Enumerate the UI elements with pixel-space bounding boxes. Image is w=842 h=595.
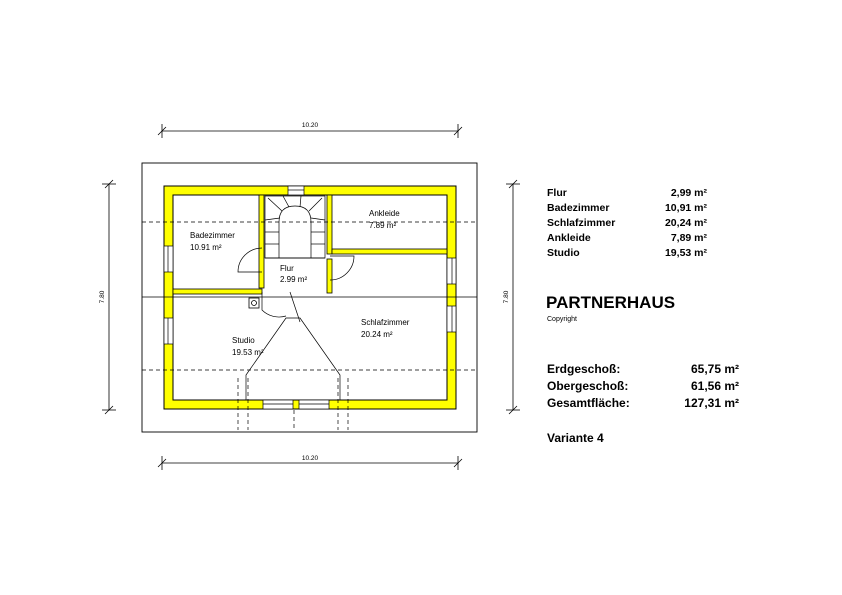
- area-value: 20,24 m²: [664, 217, 707, 229]
- room-area-badezimmer: 10.91 m²: [190, 243, 222, 252]
- room-name-studio: Studio: [232, 336, 255, 345]
- area-row-badezimmer: [547, 201, 707, 216]
- area-label: Badezimmer: [547, 202, 610, 214]
- variant-label: Variante 4: [547, 431, 604, 445]
- copyright-note: Copyright: [547, 316, 577, 323]
- room-area-flur: 2.99 m²: [280, 275, 308, 284]
- total-value: 127,31 m²: [684, 396, 739, 410]
- area-label: Flur: [547, 187, 567, 199]
- room-area-ankleide: 7.89 m²: [369, 221, 397, 230]
- room-area-table: [547, 186, 707, 261]
- chimney-icon: [249, 298, 259, 308]
- room-area-studio: 19.53 m²: [232, 348, 264, 357]
- right-dimension-label: 7.80: [503, 290, 510, 304]
- total-row-erdgeschoss: [547, 361, 739, 378]
- top-dimension: [158, 122, 462, 138]
- area-value: 19,53 m²: [664, 247, 707, 259]
- top-dimension-label: 10.20: [301, 122, 319, 129]
- room-area-schlafzimmer: 20.24 m²: [361, 330, 393, 339]
- area-row-studio: [547, 246, 707, 261]
- floor-totals: [547, 361, 739, 412]
- area-row-ankleide: [547, 231, 707, 246]
- right-dimension: [503, 180, 520, 414]
- left-dimension-label: 7.80: [99, 290, 106, 304]
- area-value: 10,91 m²: [664, 202, 707, 214]
- outer-walls: [164, 186, 456, 409]
- total-row-gesamtflaeche: [547, 395, 739, 412]
- total-value: 65,75 m²: [690, 362, 739, 376]
- house-title: PARTNERHAUS: [546, 293, 676, 312]
- room-name-badezimmer: Badezimmer: [190, 231, 235, 240]
- area-row-flur: [547, 186, 707, 201]
- area-label: Ankleide: [547, 232, 591, 244]
- total-label: Obergeschoß:: [547, 379, 629, 393]
- area-label: Studio: [547, 247, 580, 259]
- room-name-schlafzimmer: Schlafzimmer: [361, 318, 410, 327]
- total-row-obergeschoss: [547, 378, 739, 395]
- area-value: 7,89 m²: [670, 232, 707, 244]
- area-value: 2,99 m²: [670, 187, 707, 199]
- bottom-dimension-label: 10.20: [301, 455, 319, 462]
- left-dimension: [99, 180, 116, 414]
- total-label: Gesamtfläche:: [547, 396, 630, 410]
- area-label: Schlafzimmer: [547, 217, 616, 229]
- bottom-dimension: [158, 455, 462, 470]
- room-name-flur: Flur: [280, 264, 294, 273]
- room-name-ankleide: Ankleide: [369, 209, 400, 218]
- total-label: Erdgeschoß:: [547, 362, 621, 376]
- area-row-schlafzimmer: [547, 216, 707, 231]
- total-value: 61,56 m²: [690, 379, 739, 393]
